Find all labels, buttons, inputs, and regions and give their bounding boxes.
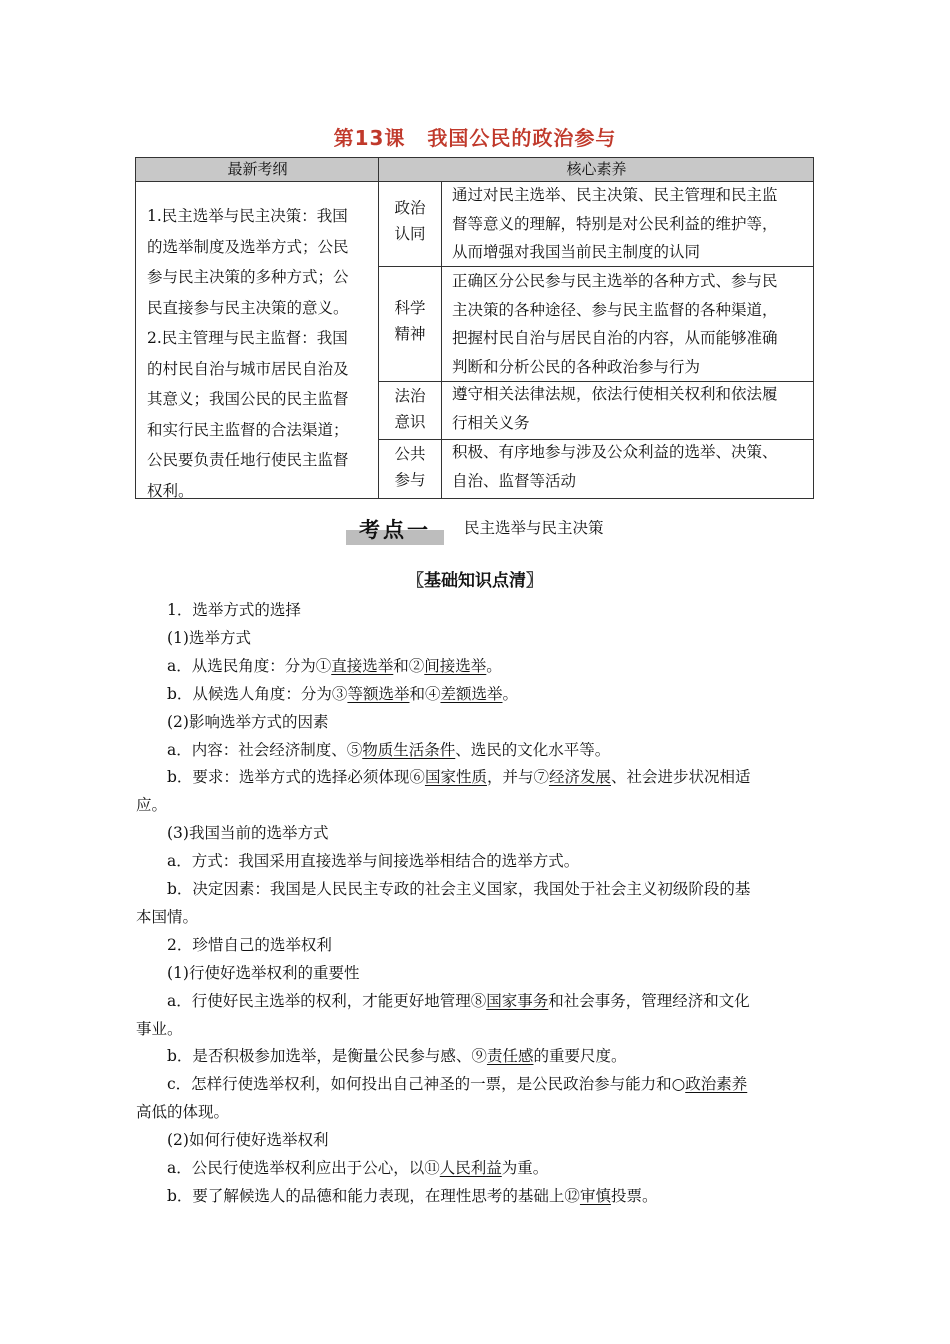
description-line: 从而增强对我国当前民主制度的认同 [452, 243, 701, 261]
text-segment: 和社会事务，管理经济和文化 [548, 991, 750, 1010]
category-line: 公共 [394, 445, 426, 463]
syllabus-text [147, 201, 370, 506]
text-segment: 的重要尺度。 [533, 1047, 627, 1066]
text-segment: 高低的体现。 [136, 1103, 230, 1122]
section-heading [0, 566, 950, 591]
text-segment: 和② [393, 656, 425, 675]
content-line [136, 1100, 815, 1122]
answer-blank: 审慎 [579, 1186, 611, 1205]
text-segment: 应。 [136, 796, 168, 815]
left-bracket: 〖 [407, 571, 424, 591]
answer-blank: 等额选举 [347, 684, 410, 703]
content-line [136, 905, 815, 927]
section-heading-text: 基础知识点清 [424, 571, 526, 591]
category-line: 认同 [394, 225, 426, 243]
description-line: 自治、监督等活动 [452, 471, 577, 490]
column-divider [441, 181, 442, 498]
literacy-description [452, 438, 807, 495]
syllabus-line: 的村民自治与城市居民自治及 [147, 359, 349, 378]
text-segment: b．要了解候选人的品德和能力表现，在理性思考的基础上⑫ [167, 1186, 580, 1205]
text-segment: 事业。 [136, 1019, 183, 1038]
text-segment: a．行使好民主选举的权利，才能更好地管理⑧ [167, 991, 487, 1010]
lesson-name: 我国公民的政治参与 [427, 126, 617, 150]
text-segment: (2)影响选举方式的因素 [167, 712, 329, 731]
text-segment: 本国情。 [136, 907, 199, 926]
kaodian-label: 考点一 [359, 518, 431, 542]
text-segment: 为重。 [501, 1159, 549, 1177]
content-line [136, 793, 815, 815]
description-line: 正确区分公民参与民主选举的各种方式、参与民 [452, 272, 778, 290]
description-line: 遵守相关法律法规，依法行使相关权利和依法履 [452, 385, 778, 403]
text-segment: b．决定因素：我国是人民民主专政的社会主义国家，我国处于社会主义初级阶段的基 [167, 880, 751, 898]
content-line [136, 765, 815, 787]
description-line: 积极、有序地参与涉及公众利益的选举、决策、 [452, 443, 778, 461]
answer-blank: 直接选举 [331, 656, 394, 675]
text-segment: a．方式：我国采用直接选举与间接选举相结合的选举方式。 [167, 852, 580, 871]
syllabus-line: 参与民主决策的多种方式；公 [147, 268, 349, 286]
literacy-description [452, 181, 807, 267]
answer-blank: 政治素养 [685, 1075, 748, 1094]
syllabus-line: 公民要负责任地行使民主监督 [147, 451, 349, 469]
answer-blank: 间接选举 [424, 656, 487, 675]
answer-blank: 差额选举 [440, 684, 503, 703]
category-line: 参与 [394, 471, 426, 489]
answer-blank: 物质生活条件 [362, 740, 456, 759]
category-line: 科学 [394, 299, 426, 317]
text-segment: b．从候选人角度：分为③ [167, 684, 348, 703]
text-segment: ，并与⑦ [486, 768, 549, 787]
table-header [136, 157, 813, 182]
text-segment: 、社会进步状况相适 [610, 768, 751, 787]
content-line [136, 933, 815, 955]
content-line [136, 961, 815, 983]
text-segment: a．公民行使选举权利应出于公心，以⑪ [167, 1159, 440, 1177]
text-segment: 、选民的文化水平等。 [455, 740, 611, 759]
text-segment: b．要求：选举方式的选择必须体现⑥ [167, 768, 425, 787]
content-line [136, 1072, 815, 1094]
syllabus-line: 其意义；我国公民的民主监督 [147, 390, 349, 408]
syllabus-line: 权利。 [147, 481, 194, 500]
content-line [136, 1128, 815, 1150]
category-line: 精神 [394, 325, 426, 343]
page-title [0, 122, 950, 151]
text-segment: (3)我国当前的选举方式 [167, 824, 329, 843]
description-line: 把握村民自治与居民自治的内容，从而能够准确 [452, 329, 778, 347]
content-line [136, 654, 815, 676]
answer-blank: 国家事务 [486, 991, 549, 1010]
content-line [136, 738, 815, 760]
text-segment: 。 [486, 656, 502, 675]
lesson-number: 第13课 [333, 126, 406, 150]
literacy-category [379, 441, 441, 493]
answer-blank: 责任感 [486, 1047, 534, 1066]
category-line: 政治 [394, 199, 426, 217]
text-segment: 。 [502, 684, 518, 703]
content-line [136, 598, 815, 620]
right-bracket: 〗 [526, 571, 543, 591]
text-segment: (2)如何行使好选举权利 [167, 1131, 329, 1150]
text-segment: 投票。 [610, 1186, 658, 1205]
kaodian-badge [346, 514, 444, 545]
text-segment: (1)选举方式 [167, 628, 251, 647]
content-line [136, 1184, 815, 1206]
content-line [136, 849, 815, 871]
answer-blank: 国家性质 [424, 768, 487, 787]
category-line: 法治 [394, 387, 426, 405]
text-segment: c．怎样行使选举权利，如何投出自己神圣的一票，是公民政治参与能力和○ [167, 1075, 686, 1094]
answer-blank: 人民利益 [439, 1159, 502, 1177]
literacy-description [452, 267, 807, 381]
literacy-category [379, 195, 441, 247]
syllabus-line: 1.民主选举与民主决策：我国 [147, 207, 348, 225]
syllabus-line: 民直接参与民主决策的意义。 [147, 298, 349, 317]
text-segment: a．内容：社会经济制度、⑤ [167, 740, 363, 759]
text-segment: 和④ [409, 684, 441, 703]
content-line [136, 1044, 815, 1066]
syllabus-line: 2.民主管理与民主监督：我国 [147, 329, 348, 347]
kaodian-topic: 民主选举与民主决策 [464, 519, 604, 537]
content-line [136, 1156, 815, 1178]
content-line [136, 821, 815, 843]
content-line [136, 710, 815, 732]
description-line: 主决策的各种途径、参与民主监督的各种渠道， [452, 300, 778, 319]
description-line: 通过对民主选举、民主决策、民主管理和民主监 [452, 186, 778, 204]
category-line: 意识 [394, 413, 426, 431]
content-line [136, 1017, 815, 1039]
text-segment: (1)行使好选举权利的重要性 [167, 963, 360, 982]
description-line: 判断和分析公民的各种政治参与行为 [452, 357, 701, 376]
syllabus-line: 的选举制度及选举方式；公民 [147, 237, 349, 256]
syllabus-line: 和实行民主监督的合法渠道； [147, 420, 349, 439]
literacy-description [452, 380, 807, 437]
syllabus-table [135, 157, 814, 499]
literacy-category [379, 383, 441, 435]
header-literacy: 核心素养 [566, 160, 627, 178]
description-line: 行相关义务 [452, 413, 530, 432]
text-segment: 2．珍惜自己的选举权利 [167, 935, 332, 954]
answer-blank: 经济发展 [548, 768, 611, 787]
content-line [136, 877, 815, 899]
content-line [136, 626, 815, 648]
content-line [136, 682, 815, 704]
content-line [136, 989, 815, 1011]
header-syllabus: 最新考纲 [227, 160, 288, 178]
literacy-category [379, 295, 441, 347]
description-line: 督等意义的理解，特别是对公民利益的维护等， [452, 214, 778, 233]
text-segment: a．从选民角度：分为① [167, 656, 332, 675]
text-segment: b．是否积极参加选举，是衡量公民参与感、⑨ [167, 1047, 487, 1066]
text-segment: 1．选举方式的选择 [167, 601, 301, 619]
